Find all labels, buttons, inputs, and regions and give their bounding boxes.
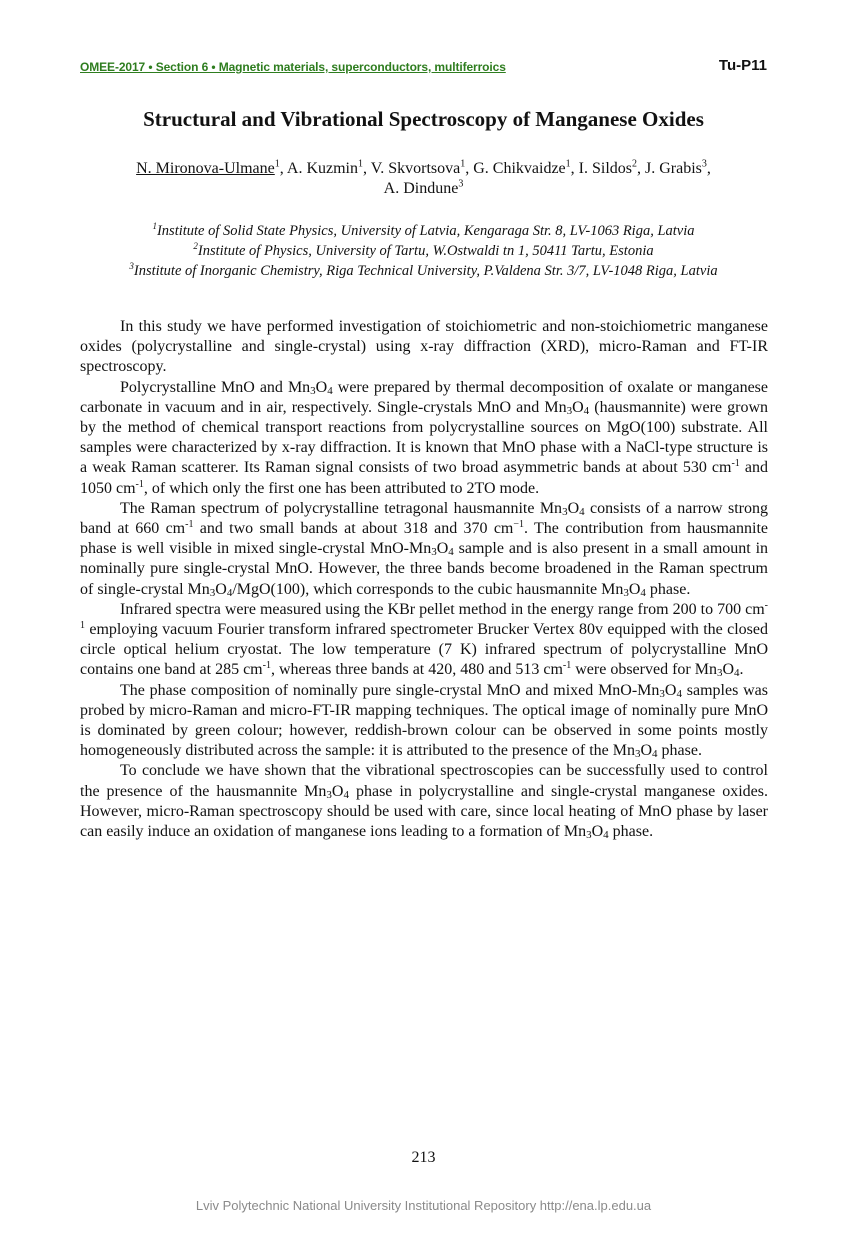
affiliation-line [60,261,787,281]
author-affiliation-mark: 2 [631,158,637,170]
subscript: 4 [226,586,233,599]
body-paragraph [80,600,768,681]
text-run: . The contribution from hausmannite phase is well visible in mixed single-crystal MnO-Mn [80,520,769,558]
text-run: O [436,540,449,558]
subscript: 3 [716,667,723,680]
text-run: O [628,580,641,598]
body-paragraph [80,499,768,600]
page-number: 213 [411,1149,436,1166]
author-affiliation-mark: 3 [701,158,707,170]
repository-footer: Lviv Polytechnic National University Institutional Repository http://ena.lp.edu.ua [195,1198,652,1213]
subscript: 3 [326,788,332,801]
text-run: O [315,378,328,396]
author-name: G. Chikvaidze [473,160,566,177]
author-name: J. Grabis [644,160,702,177]
subscript: 3 [562,505,568,518]
superscript: −1 [513,519,525,531]
author-affiliation-mark: 1 [358,158,363,170]
paper-code: Tu-P11 [718,57,767,74]
superscript: -1 [135,478,144,490]
affiliation-line [60,221,787,241]
superscript: -1 [731,458,740,470]
author-list: N. Mironova-Ulmane$^1$, A. Kuzmin$^1$, V. Skvortsova$^1$, G. Chikvaidze$^1$, I. Sildos$^2$, J. Grabis$^3$, A. Dindune$^3$ [136,158,711,197]
text-run: employing vacuum Fourier transform infrared spectrometer Brucker Vertex 80v equipped with the closed circle optical helium cryostat. The low temperature (7 K) infrared spectrum of polycrystalline MnO contains one band at 285 cm [80,621,768,679]
text-run: O [567,499,580,517]
author-name: A. Dindune [383,180,459,197]
subscript: 3 [431,546,437,559]
text-run: and two small bands at about 318 and 370 cm [193,520,514,538]
subscript: 4 [640,586,646,599]
subscript: 3 [566,404,573,417]
text-run: Infrared spectra were measured using the KBr pellet method in the energy range from 200 to 700 cm [120,600,765,618]
superscript: -1 [562,660,572,672]
text-run: O [331,782,344,800]
subscript: 4 [583,404,590,417]
text-run: O [591,823,604,841]
text-run: The phase composition of nominally pure single-crystal MnO and mixed MnO-Mn [120,681,660,699]
text-run: O [640,742,653,760]
text-run: In this study we have performed investigation of stoichiometric and non-stoichiometric manganese oxides (polycrystalline and single-crystal) using x-ray diffraction (XRD), micro-Raman and FT-IR spectroscopy. [80,318,768,376]
presenting-author-name: N. Mironova-Ulmane [136,160,275,177]
subscript: 4 [327,384,333,397]
subscript: 4 [579,505,585,518]
text-run: , of which only the first one has been attributed to 2TO mode. [143,479,540,497]
author-affiliation-mark: 3 [458,178,464,190]
subscript: 4 [603,829,609,842]
text-run: phase. [657,742,702,760]
text-run: /MgO(100), which corresponds to the cubic hausmannite Mn [232,580,624,598]
text-run: O [572,398,584,416]
superscript: -1 [185,519,194,531]
text-run: samples was probed by micro-Raman and micro-FT-IR mapping techniques. The optical image of nominally pure MnO is dominated by green colour; however, reddish-brown colour can be observed in some points mostly homogeneously distributed across the sample: it is attributed to the presence of the Mn [80,681,768,760]
paper-title: Structural and Vibrational Spectroscopy of Manganese Oxides [143,107,704,131]
running-header-section: OMEE-2017 • Section 6 • Magnetic materials, superconductors, multiferroics [80,60,506,74]
author-name: I. Sildos [578,160,632,177]
text-run: O [215,580,227,598]
subscript: 3 [623,586,629,599]
body-paragraph [80,378,768,499]
body-paragraph [80,681,768,762]
text-run: phase. [645,580,691,598]
affiliation-list [60,221,787,281]
subscript: 4 [676,687,682,700]
subscript: 3 [634,748,641,761]
subscript: 4 [652,748,658,761]
text-run: phase in polycrystalline and single-crystal manganese oxides. However, micro-Raman spectroscopy should be used with care, since local heating of MnO phase by laser can easily induce an oxidation of manganese ions leading to a formation of Mn [80,782,769,841]
author-affiliation-mark: 1 [565,158,571,170]
text-run: and 1050 cm [80,459,768,497]
affiliation-line [60,241,787,261]
body-paragraph [80,317,768,378]
text-run: consists of a narrow strong band at 660 cm [80,499,768,538]
text-run: . [739,661,744,679]
affiliation-text: Institute of Inorganic Chemistry, Riga Technical University, P.Valdena Str. 3/7, LV-1048 Riga, Latvia [133,263,718,279]
subscript: 4 [734,667,740,680]
text-run: To conclude we have shown that the vibrational spectroscopies can be successfully used to control the presence of the hausmannite Mn [80,762,768,800]
subscript: 4 [343,788,349,801]
text-run: Polycrystalline MnO and Mn [120,378,311,396]
text-run: O [722,661,735,679]
superscript: -1 [80,599,768,632]
affiliation-number: 1 [152,221,157,232]
text-run: were prepared by thermal decomposition of oxalate or manganese carbonate in vacuum and in air, respectively. Single-crystals MnO and Mn [80,378,768,416]
subscript: 3 [659,687,665,700]
subscript: 3 [310,384,316,397]
text-run: O [664,681,677,699]
subscript: 3 [586,829,592,842]
text-run: phase. [608,823,654,841]
text-run: were observed for Mn [571,661,717,679]
text-run: , whereas three bands at 420, 480 and 513 cm [270,661,563,679]
subscript: 4 [448,546,454,559]
affiliation-number: 2 [193,241,198,252]
author-name: V. Skvortsova [370,160,461,177]
abstract-body [80,317,768,842]
text-run: (hausmannite) were grown by the method of chemical transport reactions from polycrystalline sources on MgO(100) substrate. All samples were characterized by x-ray diffraction. It is known that MnO phase with a NaCl-type structure is a weak Raman scatterer. Its Raman signal consists of two broad asymmetric bands at about 530 cm [80,398,768,477]
affiliation-text: Institute of Physics, University of Tartu, W.Ostwaldi tn 1, 50411 Tartu, Estonia [197,243,654,259]
subscript: 3 [209,586,216,599]
body-paragraph [80,761,768,842]
affiliation-number: 3 [129,261,134,272]
text-run: sample and is also present in a small amount in nominally pure single-crystal MnO. However, the three bands become broadened in the Raman spectrum of single-crystal Mn [80,540,769,598]
affiliation-text: Institute of Solid State Physics, University of Latvia, Kengaraga Str. 8, LV-1063 Riga, Latvia [156,223,695,239]
author-affiliation-mark: 1 [460,158,466,170]
author-affiliation-mark: 1 [274,158,280,170]
author-name: A. Kuzmin [286,160,358,177]
superscript: -1 [262,660,271,672]
text-run: The Raman spectrum of polycrystalline tetragonal hausmannite Mn [120,499,563,517]
